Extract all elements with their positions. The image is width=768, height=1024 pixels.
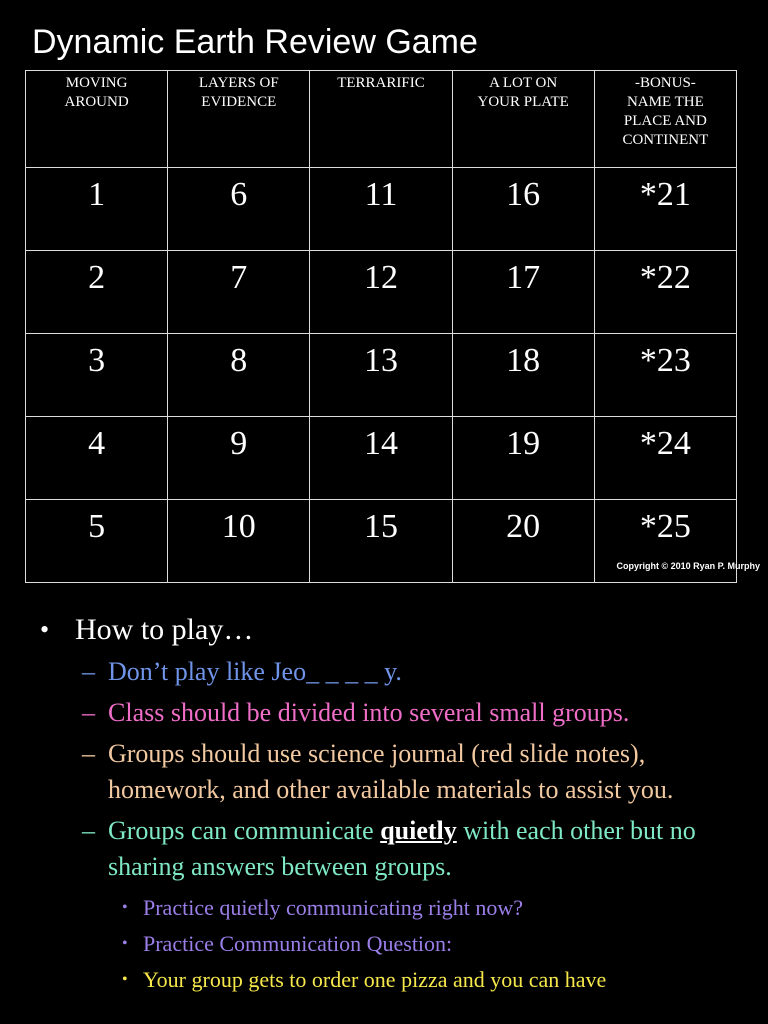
- dash-icon: –: [82, 657, 95, 686]
- category-header[interactable]: LAYERS OF EVIDENCE: [168, 71, 310, 168]
- rule-text: Class should be divided into several small groups.: [108, 698, 630, 727]
- question-cell[interactable]: 10: [168, 500, 310, 583]
- slide-title: Dynamic Earth Review Game: [32, 23, 478, 61]
- question-cell[interactable]: *25: [594, 500, 736, 583]
- question-cell[interactable]: 1: [26, 168, 168, 251]
- dash-icon: –: [82, 739, 95, 768]
- game-board: [25, 70, 737, 583]
- rule-text: Don’t play like Jeo_ _ _ _ y.: [108, 657, 402, 686]
- question-cell[interactable]: 6: [168, 168, 310, 251]
- category-header[interactable]: -BONUS- NAME THE PLACE AND CONTINENT: [594, 71, 736, 168]
- category-header[interactable]: A LOT ON YOUR PLATE: [452, 71, 594, 168]
- question-cell[interactable]: 8: [168, 334, 310, 417]
- sub-rule-item: [0, 926, 768, 962]
- question-cell[interactable]: 9: [168, 417, 310, 500]
- question-cell[interactable]: 4: [26, 417, 168, 500]
- question-cell[interactable]: 2: [26, 251, 168, 334]
- question-cell[interactable]: 13: [310, 334, 452, 417]
- question-cell[interactable]: 3: [26, 334, 168, 417]
- bullet-icon: •: [122, 971, 128, 988]
- rule-text: Groups should use science journal (red slide notes), homework, and other available materials to assist you.: [108, 739, 674, 804]
- bullet-icon: •: [40, 615, 50, 644]
- question-cell[interactable]: 12: [310, 251, 452, 334]
- question-cell[interactable]: 5: [26, 500, 168, 583]
- question-cell[interactable]: *24: [594, 417, 736, 500]
- rule-text-before: Groups can communicate: [108, 816, 381, 845]
- board-row: [26, 251, 737, 334]
- question-cell[interactable]: 20: [452, 500, 594, 583]
- board-row: [26, 417, 737, 500]
- board-row: [26, 334, 737, 417]
- sub-rule-item: [0, 890, 768, 926]
- question-cell[interactable]: 17: [452, 251, 594, 334]
- rule-text-after: with each other but no sharing answers between groups.: [108, 816, 696, 881]
- rule-item: [0, 695, 768, 731]
- question-cell[interactable]: *22: [594, 251, 736, 334]
- how-to-play-section: [0, 606, 768, 998]
- bullet-icon: •: [122, 935, 128, 952]
- question-cell[interactable]: *23: [594, 334, 736, 417]
- sub-rule-item: [0, 962, 768, 998]
- question-cell[interactable]: 11: [310, 168, 452, 251]
- sub-rule-text: Your group gets to order one pizza and you can have: [143, 967, 607, 992]
- dash-icon: –: [82, 698, 95, 727]
- question-cell[interactable]: 14: [310, 417, 452, 500]
- question-cell[interactable]: 18: [452, 334, 594, 417]
- category-header[interactable]: TERRARIFIC: [310, 71, 452, 168]
- how-to-play-heading: [0, 606, 768, 654]
- question-cell[interactable]: 15: [310, 500, 452, 583]
- emphasis-quietly: quietly: [380, 816, 457, 845]
- copyright-notice: Copyright © 2010 Ryan P. Murphy: [616, 561, 760, 571]
- rule-item: [0, 654, 768, 690]
- dash-icon: –: [82, 816, 95, 845]
- question-cell[interactable]: *21: [594, 168, 736, 251]
- question-cell[interactable]: 16: [452, 168, 594, 251]
- category-header-row: [26, 71, 737, 168]
- question-cell[interactable]: 19: [452, 417, 594, 500]
- rule-item: [0, 813, 768, 885]
- sub-rule-text: Practice Communication Question:: [143, 931, 453, 956]
- bullet-icon: •: [122, 899, 128, 916]
- board-row: [26, 168, 737, 251]
- question-cell[interactable]: 7: [168, 251, 310, 334]
- category-header[interactable]: MOVING AROUND: [26, 71, 168, 168]
- rule-item: [0, 736, 768, 808]
- sub-rule-text: Practice quietly communicating right now?: [143, 895, 524, 920]
- heading-text: How to play…: [75, 613, 254, 646]
